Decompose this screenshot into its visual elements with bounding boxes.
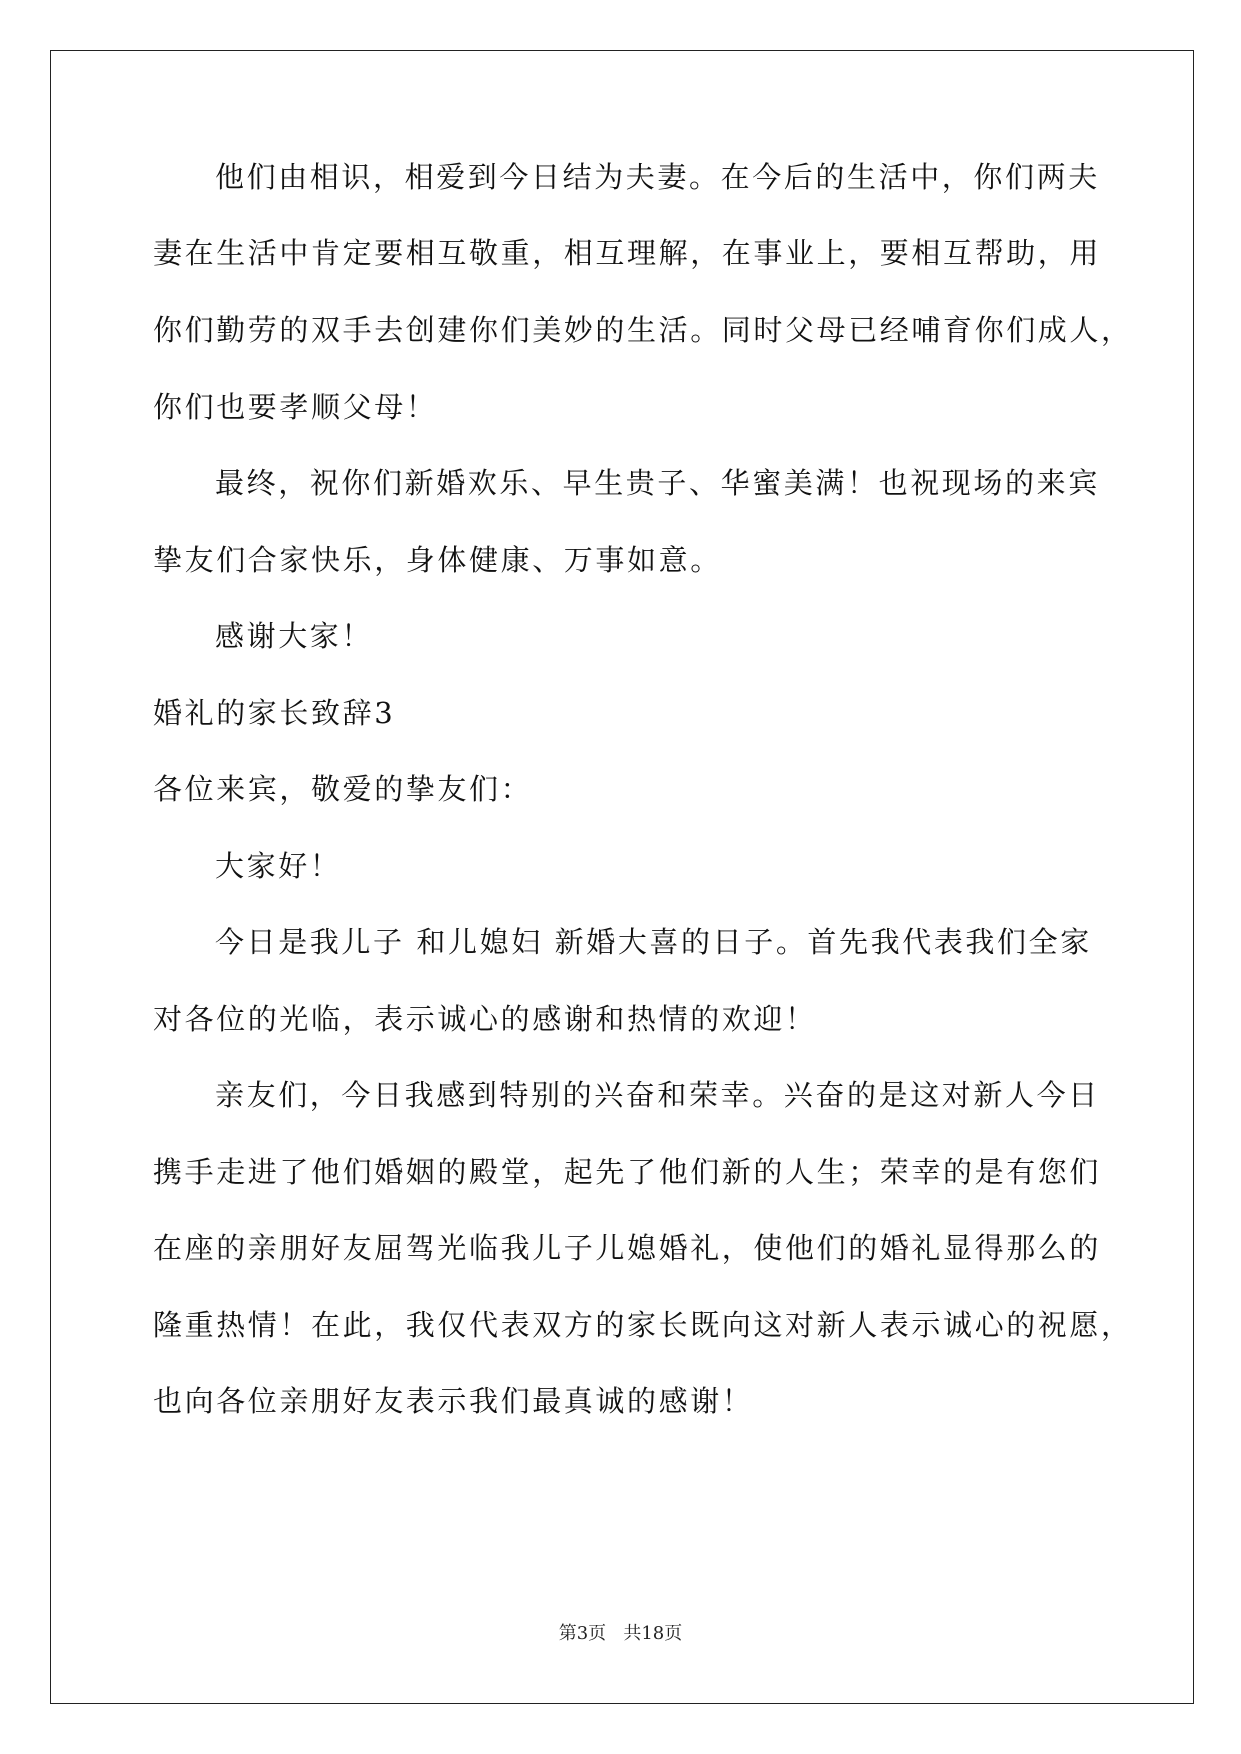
paragraph-line: 你们勤劳的双手去创建你们美妙的生活。同时父母已经哺育你们成人， (153, 313, 1133, 347)
paragraph-line: 亲友们，今日我感到特别的兴奋和荣幸。兴奋的是这对新人今日 (215, 1078, 1100, 1112)
paragraph-line: 你们也要孝顺父母！ (153, 390, 438, 424)
section-title: 婚礼的家长致辞3 (153, 696, 396, 730)
paragraph-line: 携手走进了他们婚姻的殿堂，起先了他们新的人生；荣幸的是有您们 (153, 1155, 1102, 1189)
page-number: 第3页 共18页 (558, 1623, 683, 1644)
paragraph-line: 对各位的光临，表示诚心的感谢和热情的欢迎！ (153, 1002, 817, 1036)
paragraph-line: 今日是我儿子 和儿媳妇 新婚大喜的日子。首先我代表我们全家 (215, 925, 1092, 959)
greeting: 大家好！ (215, 849, 342, 883)
paragraph-line: 他们由相识，相爱到今日结为夫妻。在今后的生活中，你们两夫 (215, 160, 1100, 194)
paragraph-line: 也向各位亲朋好友表示我们最真诚的感谢！ (153, 1384, 754, 1418)
salutation: 各位来宾，敬爱的挚友们： (153, 772, 533, 806)
paragraph-line: 挚友们合家快乐，身体健康、万事如意。 (153, 543, 722, 577)
paragraph-line: 在座的亲朋好友屈驾光临我儿子儿媳婚礼，使他们的婚礼显得那么的 (153, 1231, 1102, 1265)
paragraph-line: 感谢大家！ (215, 619, 374, 653)
paragraph-line: 最终，祝你们新婚欢乐、早生贵子、华蜜美满！也祝现场的来宾 (215, 466, 1100, 500)
paragraph-line: 隆重热情！在此，我仅代表双方的家长既向这对新人表示诚心的祝愿， (153, 1308, 1133, 1342)
paragraph-line: 妻在生活中肯定要相互敬重，相互理解，在事业上，要相互帮助，用 (153, 236, 1102, 270)
